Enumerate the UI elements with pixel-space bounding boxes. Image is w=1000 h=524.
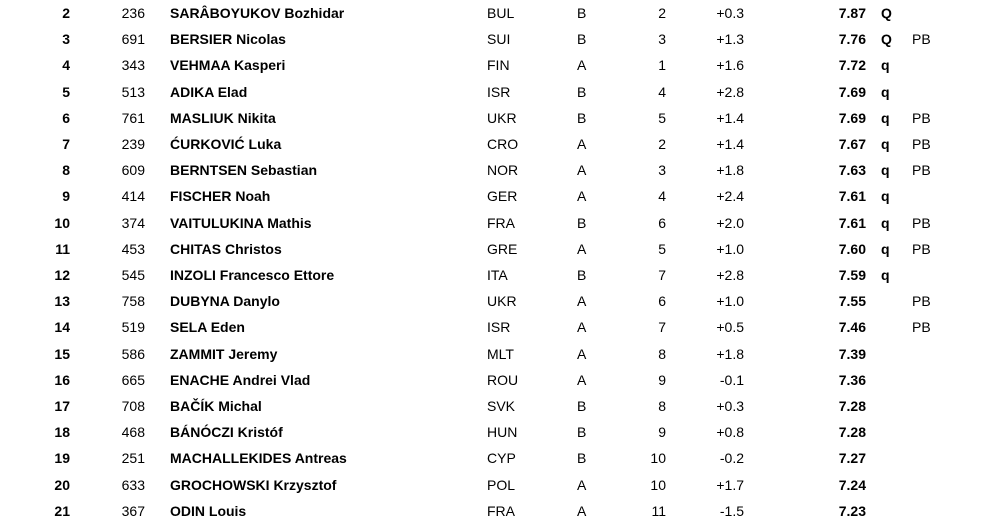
mark-cell: 7.63 bbox=[838, 162, 866, 179]
wind-cell: -1.5 bbox=[719, 502, 744, 519]
group-cell: A bbox=[577, 293, 587, 310]
mark-cell: 7.39 bbox=[838, 345, 866, 362]
mark-cell: 7.69 bbox=[838, 109, 866, 126]
nationality-cell: UKR bbox=[487, 293, 517, 310]
table-row bbox=[0, 393, 1000, 419]
wind-cell: +0.3 bbox=[716, 398, 744, 414]
table-row bbox=[0, 236, 1000, 262]
group-cell: B bbox=[577, 31, 587, 48]
group-cell: A bbox=[577, 371, 587, 388]
position-cell: 4 bbox=[658, 188, 666, 205]
table-row bbox=[0, 472, 1000, 498]
bib-cell: 609 bbox=[121, 162, 145, 179]
bib-cell: 343 bbox=[121, 57, 145, 74]
bib-cell: 665 bbox=[121, 371, 145, 388]
rank-cell: 20 bbox=[54, 476, 70, 493]
bib-cell: 758 bbox=[121, 293, 145, 310]
athlete-name: FISCHER Noah bbox=[170, 188, 271, 205]
position-cell: 11 bbox=[651, 502, 666, 519]
position-cell: 3 bbox=[658, 31, 666, 48]
note-cell: PB bbox=[912, 162, 931, 179]
mark-cell: 7.46 bbox=[838, 319, 866, 336]
nationality-cell: SVK bbox=[487, 398, 516, 414]
note-cell: PB bbox=[912, 240, 931, 257]
mark-cell: 7.67 bbox=[838, 136, 866, 152]
position-cell: 1 bbox=[658, 57, 666, 74]
athlete-name: ADIKA Elad bbox=[170, 83, 248, 100]
position-cell: 2 bbox=[658, 5, 666, 21]
bib-cell: 453 bbox=[121, 240, 145, 257]
rank-cell: 8 bbox=[62, 162, 70, 179]
note-cell: PB bbox=[912, 31, 931, 48]
nationality-cell: CRO bbox=[487, 136, 519, 152]
table-row bbox=[0, 183, 1000, 209]
qualification-cell: q bbox=[881, 240, 890, 257]
rank-cell: 12 bbox=[54, 267, 70, 283]
table-row bbox=[0, 131, 1000, 157]
group-cell: A bbox=[577, 188, 587, 205]
mark-cell: 7.72 bbox=[838, 57, 866, 74]
athlete-name: ENACHE Andrei Vlad bbox=[170, 371, 311, 388]
rank-cell: 14 bbox=[54, 319, 70, 336]
qualification-cell: q bbox=[881, 109, 890, 126]
table-row bbox=[0, 314, 1000, 340]
nationality-cell: ITA bbox=[487, 267, 508, 283]
rank-cell: 15 bbox=[54, 345, 70, 362]
mark-cell: 7.76 bbox=[838, 31, 866, 48]
wind-cell: +2.0 bbox=[716, 214, 744, 231]
wind-cell: +1.3 bbox=[716, 31, 744, 48]
rank-cell: 13 bbox=[54, 293, 70, 310]
athlete-name: VEHMAA Kasperi bbox=[170, 57, 286, 74]
qualification-cell: Q bbox=[881, 31, 892, 48]
table-row bbox=[0, 288, 1000, 314]
group-cell: B bbox=[577, 214, 587, 231]
nationality-cell: POL bbox=[487, 476, 516, 493]
bib-cell: 236 bbox=[121, 5, 145, 21]
position-cell: 9 bbox=[658, 424, 666, 441]
wind-cell: +0.8 bbox=[716, 424, 744, 441]
table-row bbox=[0, 262, 1000, 288]
group-cell: A bbox=[577, 476, 587, 493]
wind-cell: +1.0 bbox=[716, 240, 744, 257]
table-row bbox=[0, 367, 1000, 393]
bib-cell: 691 bbox=[121, 31, 145, 48]
group-cell: A bbox=[577, 319, 587, 336]
mark-cell: 7.55 bbox=[838, 293, 866, 310]
mark-cell: 7.28 bbox=[838, 398, 866, 414]
rank-cell: 18 bbox=[54, 424, 70, 441]
nationality-cell: GRE bbox=[487, 240, 518, 257]
group-cell: B bbox=[577, 83, 587, 100]
mark-cell: 7.24 bbox=[838, 476, 866, 493]
group-cell: B bbox=[577, 5, 587, 21]
note-cell: PB bbox=[912, 109, 931, 126]
group-cell: A bbox=[577, 162, 587, 179]
group-cell: A bbox=[577, 502, 587, 519]
rank-cell: 19 bbox=[54, 450, 70, 467]
group-cell: B bbox=[577, 109, 587, 126]
position-cell: 5 bbox=[658, 240, 666, 257]
nationality-cell: FIN bbox=[487, 57, 510, 74]
rank-cell: 6 bbox=[62, 109, 70, 126]
mark-cell: 7.27 bbox=[838, 450, 866, 467]
wind-cell: +1.4 bbox=[716, 136, 744, 152]
rank-cell: 21 bbox=[54, 502, 70, 519]
rank-cell: 5 bbox=[62, 83, 70, 100]
rank-cell: 3 bbox=[62, 31, 70, 48]
wind-cell: +2.4 bbox=[716, 188, 744, 205]
mark-cell: 7.36 bbox=[838, 371, 866, 388]
bib-cell: 633 bbox=[121, 476, 145, 493]
athlete-name: MACHALLEKIDES Antreas bbox=[170, 450, 347, 467]
mark-cell: 7.59 bbox=[838, 267, 866, 283]
position-cell: 6 bbox=[658, 293, 666, 310]
rank-cell: 17 bbox=[54, 398, 70, 414]
mark-cell: 7.69 bbox=[838, 83, 866, 100]
position-cell: 3 bbox=[658, 162, 666, 179]
qualification-cell: q bbox=[881, 214, 890, 231]
table-row bbox=[0, 52, 1000, 78]
table-row bbox=[0, 0, 1000, 26]
group-cell: B bbox=[577, 267, 587, 283]
bib-cell: 239 bbox=[121, 136, 145, 152]
note-cell: PB bbox=[912, 214, 931, 231]
mark-cell: 7.61 bbox=[838, 214, 866, 231]
athlete-name: DUBYNA Danylo bbox=[170, 293, 280, 310]
position-cell: 5 bbox=[658, 109, 666, 126]
nationality-cell: MLT bbox=[487, 345, 514, 362]
wind-cell: +1.7 bbox=[716, 476, 744, 493]
wind-cell: +1.4 bbox=[716, 109, 744, 126]
nationality-cell: GER bbox=[487, 188, 518, 205]
qualification-cell: Q bbox=[881, 5, 892, 21]
athlete-name: INZOLI Francesco Ettore bbox=[170, 267, 335, 283]
note-cell: PB bbox=[912, 293, 931, 310]
rank-cell: 4 bbox=[62, 57, 70, 74]
table-row bbox=[0, 341, 1000, 367]
nationality-cell: UKR bbox=[487, 109, 517, 126]
qualification-cell: q bbox=[881, 83, 890, 100]
position-cell: 8 bbox=[658, 345, 666, 362]
rank-cell: 7 bbox=[62, 136, 70, 152]
rank-cell: 10 bbox=[54, 214, 70, 231]
bib-cell: 708 bbox=[121, 398, 145, 414]
athlete-name: ĆURKOVIĆ Luka bbox=[170, 136, 282, 152]
mark-cell: 7.60 bbox=[838, 240, 866, 257]
bib-cell: 761 bbox=[121, 109, 145, 126]
wind-cell: +0.5 bbox=[716, 319, 744, 336]
position-cell: 10 bbox=[650, 476, 666, 493]
athlete-name: GROCHOWSKI Krzysztof bbox=[170, 476, 337, 493]
table-row bbox=[0, 157, 1000, 183]
nationality-cell: ISR bbox=[487, 83, 511, 100]
position-cell: 4 bbox=[658, 83, 666, 100]
table-row bbox=[0, 105, 1000, 131]
table-row bbox=[0, 419, 1000, 445]
nationality-cell: NOR bbox=[487, 162, 519, 179]
wind-cell: +1.6 bbox=[716, 57, 744, 74]
position-cell: 7 bbox=[658, 319, 666, 336]
qualification-cell: q bbox=[881, 136, 890, 152]
group-cell: B bbox=[577, 424, 587, 441]
rank-cell: 2 bbox=[62, 5, 70, 21]
bib-cell: 367 bbox=[121, 502, 145, 519]
qualification-cell: q bbox=[881, 57, 890, 74]
athlete-name: BERNTSEN Sebastian bbox=[170, 162, 318, 179]
nationality-cell: ISR bbox=[487, 319, 511, 336]
athlete-name: BÁNÓCZI Kristóf bbox=[170, 424, 283, 441]
athlete-name: SELA Eden bbox=[170, 319, 245, 336]
bib-cell: 251 bbox=[121, 450, 145, 467]
wind-cell: +2.8 bbox=[716, 267, 744, 283]
bib-cell: 468 bbox=[121, 424, 145, 441]
bib-cell: 519 bbox=[121, 319, 145, 336]
athlete-name: BAČÍK Michal bbox=[170, 398, 262, 414]
position-cell: 2 bbox=[658, 136, 666, 152]
note-cell: PB bbox=[912, 319, 931, 336]
nationality-cell: CYP bbox=[487, 450, 516, 467]
qualification-cell: q bbox=[881, 188, 890, 205]
position-cell: 10 bbox=[650, 450, 666, 467]
mark-cell: 7.23 bbox=[838, 502, 866, 519]
mark-cell: 7.87 bbox=[838, 5, 866, 21]
group-cell: B bbox=[577, 450, 587, 467]
bib-cell: 513 bbox=[121, 83, 145, 100]
nationality-cell: BUL bbox=[487, 5, 515, 21]
bib-cell: 545 bbox=[121, 267, 145, 283]
position-cell: 9 bbox=[658, 371, 666, 388]
wind-cell: -0.2 bbox=[719, 450, 744, 467]
wind-cell: -0.1 bbox=[719, 371, 744, 388]
nationality-cell: SUI bbox=[487, 31, 511, 48]
position-cell: 7 bbox=[658, 267, 666, 283]
athlete-name: SARÂBOYUKOV Bozhidar bbox=[170, 5, 345, 21]
wind-cell: +1.8 bbox=[716, 345, 744, 362]
wind-cell: +0.3 bbox=[716, 5, 744, 21]
group-cell: A bbox=[577, 136, 587, 152]
bib-cell: 414 bbox=[121, 188, 145, 205]
nationality-cell: FRA bbox=[487, 502, 515, 519]
bib-cell: 374 bbox=[121, 214, 145, 231]
athlete-name: BERSIER Nicolas bbox=[170, 31, 286, 48]
group-cell: A bbox=[577, 57, 587, 74]
athlete-name: ZAMMIT Jeremy bbox=[170, 345, 278, 362]
mark-cell: 7.61 bbox=[838, 188, 866, 205]
nationality-cell: ROU bbox=[487, 371, 519, 388]
wind-cell: +2.8 bbox=[716, 83, 744, 100]
qualification-cell: q bbox=[881, 162, 890, 179]
wind-cell: +1.8 bbox=[716, 162, 744, 179]
qualification-cell: q bbox=[881, 267, 890, 283]
position-cell: 8 bbox=[658, 398, 666, 414]
group-cell: B bbox=[577, 398, 587, 414]
rank-cell: 9 bbox=[62, 188, 70, 205]
bib-cell: 586 bbox=[121, 345, 145, 362]
mark-cell: 7.28 bbox=[838, 424, 866, 441]
group-cell: A bbox=[577, 345, 587, 362]
rank-cell: 16 bbox=[54, 371, 70, 388]
table-row bbox=[0, 210, 1000, 236]
group-cell: A bbox=[577, 240, 587, 257]
position-cell: 6 bbox=[658, 214, 666, 231]
athlete-name: MASLIUK Nikita bbox=[170, 109, 276, 126]
athlete-name: CHITAS Christos bbox=[170, 240, 282, 257]
table-row bbox=[0, 26, 1000, 52]
nationality-cell: HUN bbox=[487, 424, 518, 441]
note-cell: PB bbox=[912, 136, 931, 152]
nationality-cell: FRA bbox=[487, 214, 515, 231]
athlete-name: ODIN Louis bbox=[170, 502, 247, 519]
athlete-name: VAITULUKINA Mathis bbox=[170, 214, 312, 231]
table-row bbox=[0, 79, 1000, 105]
rank-cell: 11 bbox=[55, 240, 70, 257]
table-row bbox=[0, 445, 1000, 471]
wind-cell: +1.0 bbox=[716, 293, 744, 310]
